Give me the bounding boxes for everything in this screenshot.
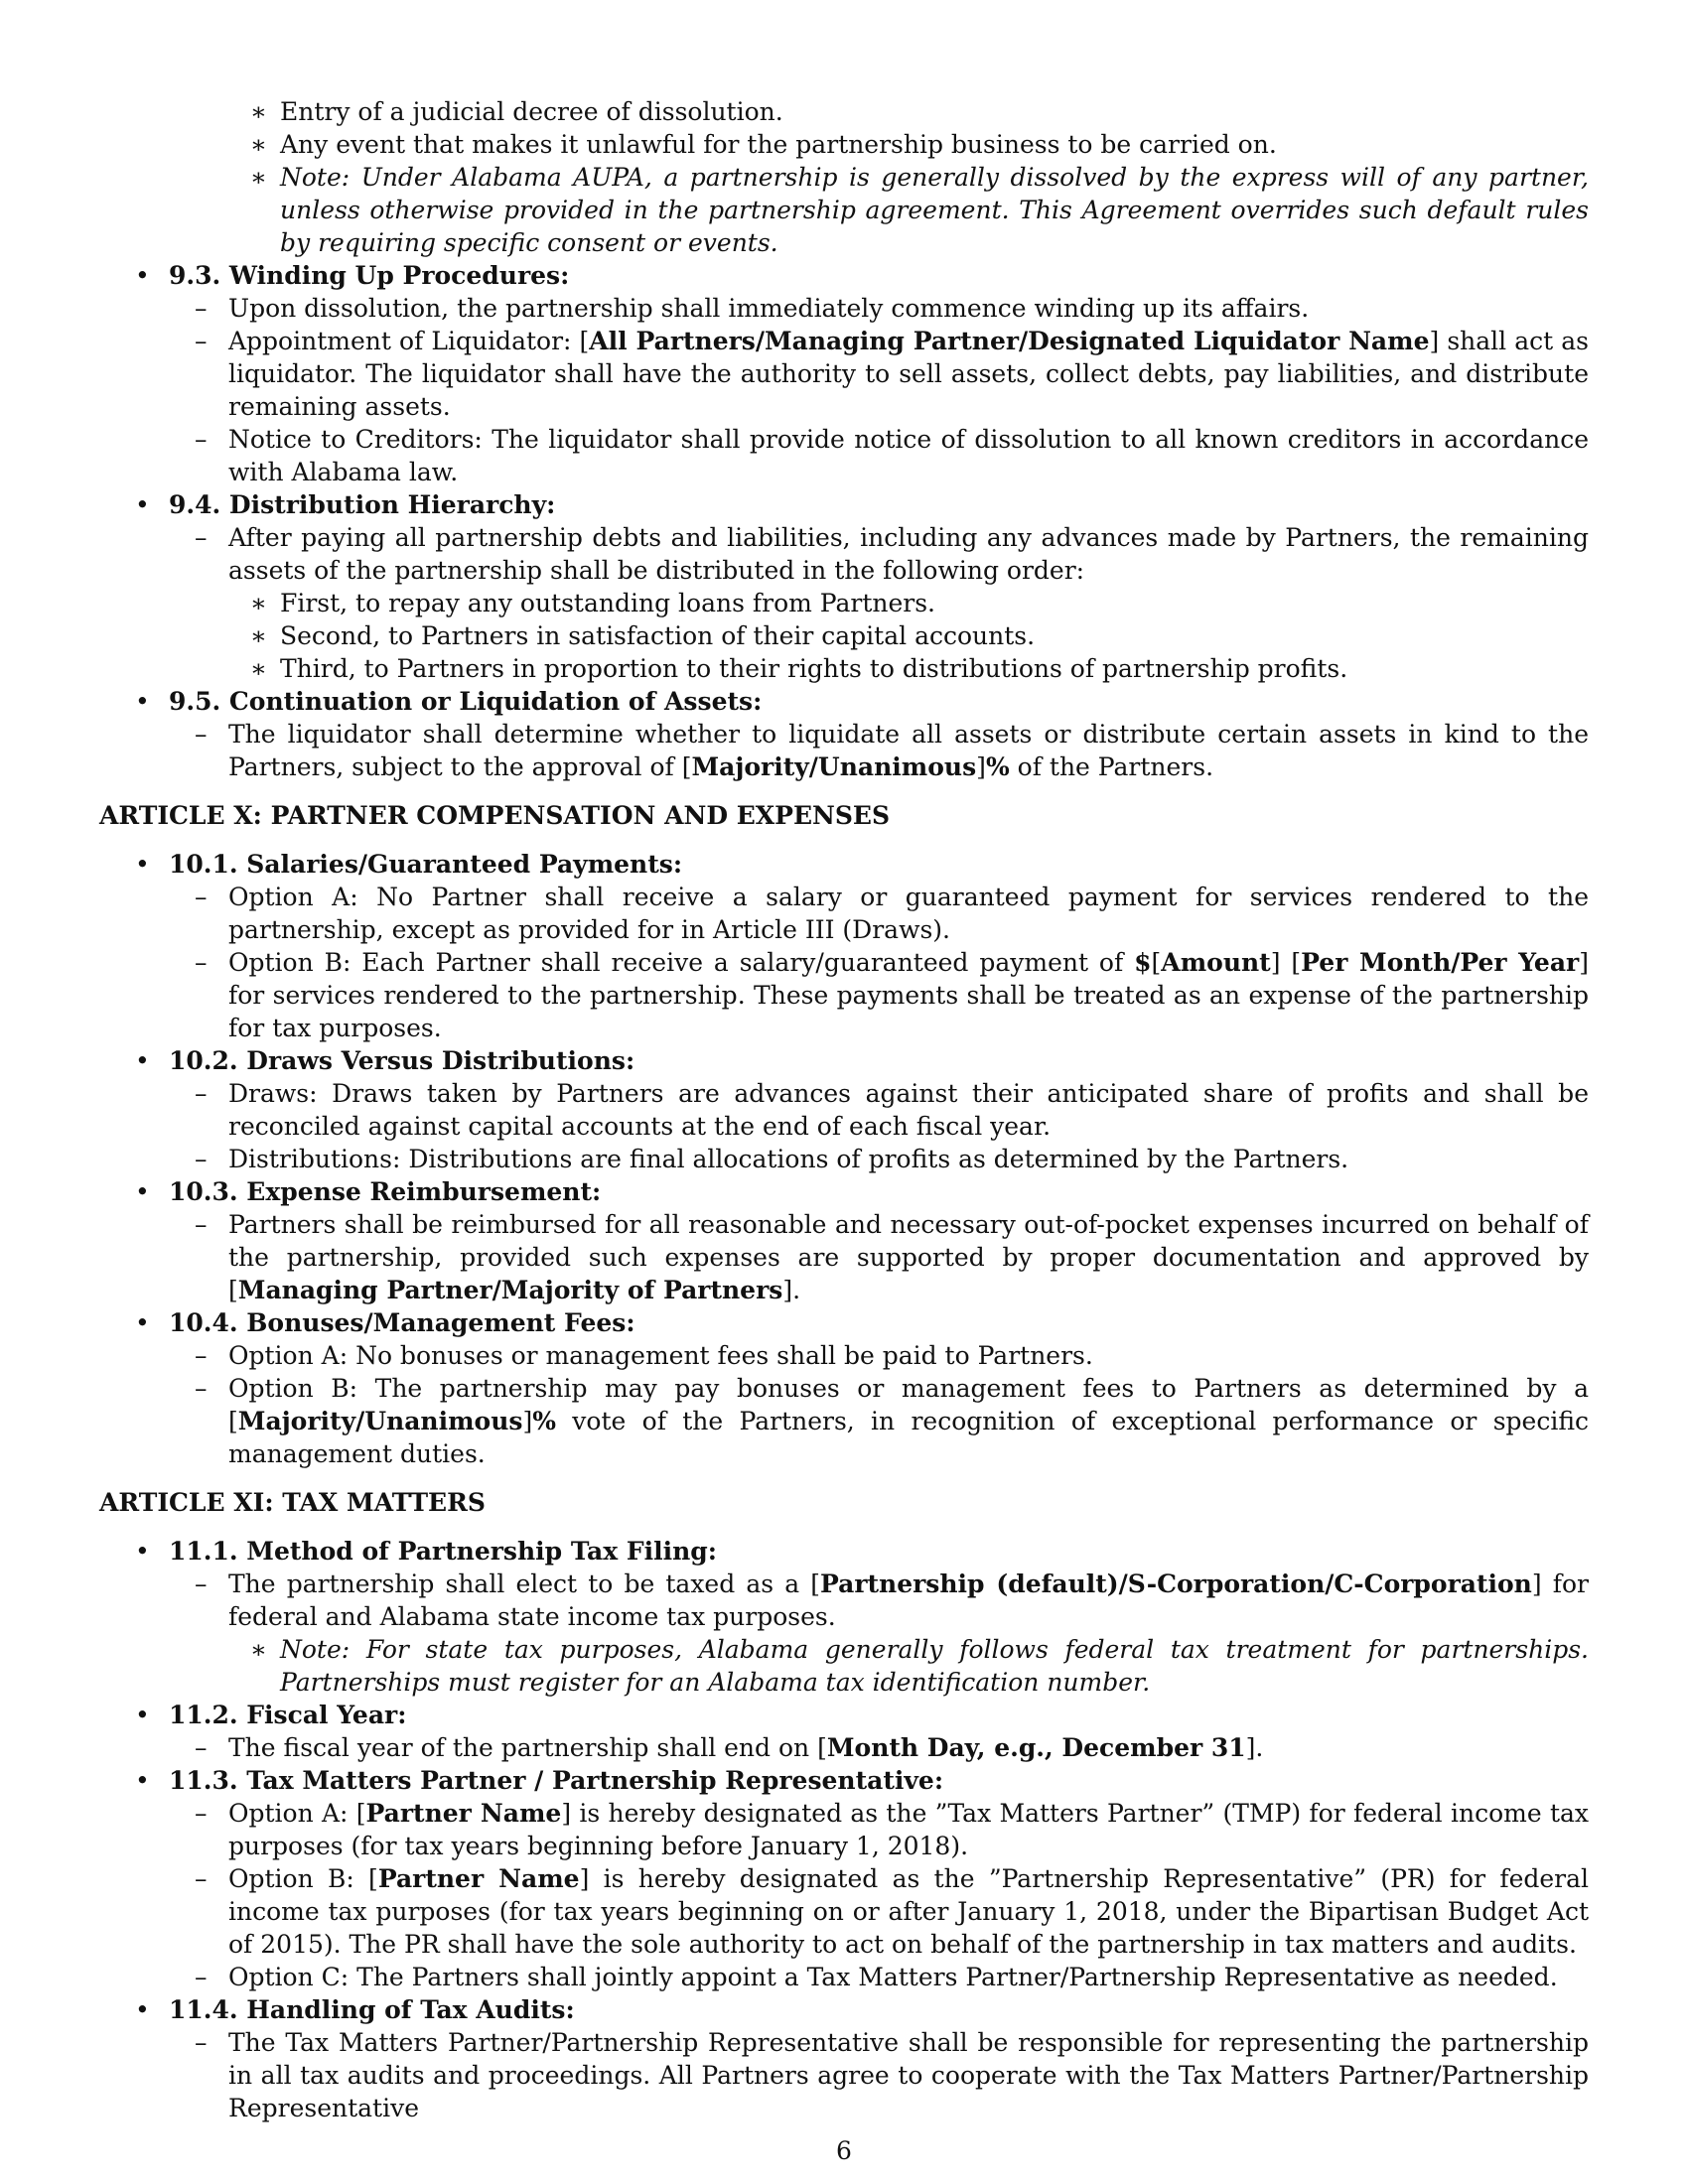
dash-bullet-icon: – (195, 1341, 208, 1370)
article-heading: ARTICLE XI: TAX MATTERS (99, 1488, 486, 1517)
page-number: 6 (836, 2136, 852, 2165)
section-10-1 (99, 848, 1589, 881)
list-item (99, 95, 1589, 128)
list-item-text: The Tax Matters Partner/Partnership Representative shall be responsible for representing the partnership in all tax audits and proceedings. All Partners agree to cooperate with the Tax Matters Partner/Partnership Representative (228, 2028, 1589, 2122)
note-item (99, 161, 1589, 259)
dash-bullet-icon: – (195, 1079, 208, 1108)
asterisk-bullet-icon: ∗ (250, 163, 267, 192)
dash-bullet-icon: – (195, 294, 208, 323)
section-10-4 (99, 1306, 1589, 1339)
list-item-text: Any event that makes it unlawful for the partnership business to be carried on. (280, 130, 1277, 159)
placeholder-field: Per Month/Per Year (1301, 948, 1580, 977)
dash-bullet-icon: – (195, 523, 208, 552)
dash-bullet-icon: – (195, 1733, 208, 1762)
list-item (99, 881, 1589, 946)
section-heading: 9.4. Distribution Hierarchy: (169, 490, 556, 519)
asterisk-bullet-icon: ∗ (250, 97, 267, 126)
list-item (99, 718, 1589, 783)
list-item (99, 1143, 1589, 1175)
text-run: The liquidator shall determine whether to liquidate all assets or distribute certain assets in kind to the Partners, subject to the approval of [ (228, 720, 1589, 781)
text-run: ]. (782, 1276, 801, 1304)
text-run: Partners shall be reimbursed for all reasonable and necessary out-of-pocket expenses incurred on behalf of the partnership, provided such expenses are supported by proper documentation and approved by [ (228, 1210, 1589, 1304)
note-text: Note: Under Alabama AUPA, a partnership is generally dissolved by the express will of any partner, unless otherwise provided in the partnership agreement. This Agreement overrides such default rules by requiring specific consent or events. (280, 163, 1589, 257)
bullet-icon: • (135, 261, 150, 290)
section-11-2 (99, 1699, 1589, 1731)
document-page (99, 95, 1589, 2124)
list-item (99, 292, 1589, 325)
bullet-icon: • (135, 1537, 150, 1566)
dash-bullet-icon: – (195, 1864, 208, 1893)
text-run: [ (1151, 948, 1162, 977)
list-item-text: Second, to Partners in satisfaction of their capital accounts. (280, 621, 1036, 650)
placeholder-field: All Partners/Managing Partner/Designated Liquidator Name (589, 327, 1430, 355)
list-item (99, 325, 1589, 423)
text-run: The fiscal year of the partnership shall end on [ (228, 1733, 827, 1762)
asterisk-bullet-icon: ∗ (250, 130, 267, 159)
section-heading: 9.3. Winding Up Procedures: (169, 261, 570, 290)
list-item (99, 619, 1589, 652)
section-heading: 10.1. Salaries/Guaranteed Payments: (169, 850, 683, 879)
list-item-text: Option A: No Partner shall receive a salary or guaranteed payment for services rendered to the partnership, except as provided for in Article III (Draws). (228, 883, 1589, 944)
list-item (99, 1961, 1589, 1993)
asterisk-bullet-icon: ∗ (250, 1635, 267, 1664)
section-heading: 11.4. Handling of Tax Audits: (169, 1995, 575, 2024)
list-item (99, 1077, 1589, 1143)
list-item (99, 1797, 1589, 1862)
dollar-sign: $ (1134, 948, 1152, 977)
text-run: Option A: [ (228, 1799, 366, 1828)
placeholder-field: Partner Name (377, 1864, 580, 1893)
list-item (99, 423, 1589, 488)
text-run: ] [ (1270, 948, 1302, 977)
list-item (99, 128, 1589, 161)
list-item-text: Upon dissolution, the partnership shall immediately commence winding up its affairs. (228, 294, 1310, 323)
dash-bullet-icon: – (195, 1210, 208, 1239)
placeholder-field: Amount (1161, 948, 1271, 977)
article-heading: ARTICLE X: PARTNER COMPENSATION AND EXPENSES (99, 801, 891, 830)
section-heading: 10.4. Bonuses/Management Fees: (169, 1308, 635, 1337)
bullet-icon: • (135, 1177, 150, 1206)
section-heading: 9.5. Continuation or Liquidation of Assets: (169, 687, 763, 716)
bullet-icon: • (135, 1046, 150, 1075)
list-item (99, 652, 1589, 685)
text-run: vote of the Partners, in recognition of exceptional performance or specific management duties. (228, 1407, 1589, 1468)
section-heading: 11.1. Method of Partnership Tax Filing: (169, 1537, 717, 1566)
list-item-text: Distributions: Distributions are final allocations of profits as determined by the Partners. (228, 1145, 1349, 1173)
dash-bullet-icon: – (195, 1374, 208, 1403)
placeholder-field: Partner Name (365, 1799, 562, 1828)
dash-bullet-icon: – (195, 2028, 208, 2057)
list-item (99, 587, 1589, 619)
text-run: ] shall act as liquidator. The liquidator shall have the authority to sell assets, collect debts, pay liabilities, and distribute remaining assets. (228, 327, 1590, 421)
list-item (99, 1339, 1589, 1372)
text-run: Option B: [ (228, 1864, 378, 1893)
section-heading: 10.3. Expense Reimbursement: (169, 1177, 602, 1206)
note-text: Note: For state tax purposes, Alabama generally follows federal tax treatment for partnerships. Partnerships must register for an Alabama tax identification number. (280, 1635, 1589, 1697)
text-run: The partnership shall elect to be taxed as a [ (228, 1570, 820, 1598)
list-item (99, 946, 1589, 1044)
dash-bullet-icon: – (195, 948, 208, 977)
list-item (99, 2026, 1589, 2124)
dash-bullet-icon: – (195, 883, 208, 911)
text-run: ] for services rendered to the partnership. These payments shall be treated as an expense of the partnership for tax purposes. (228, 948, 1589, 1042)
section-11-3 (99, 1764, 1589, 1797)
text-run: of the Partners. (1009, 752, 1214, 781)
bullet-icon: • (135, 687, 150, 716)
list-item (99, 1862, 1589, 1961)
placeholder-field: Majority/Unanimous (691, 752, 977, 781)
list-item-text: Notice to Creditors: The liquidator shall provide notice of dissolution to all known creditors in accordance with Alabama law. (228, 425, 1589, 486)
list-item-text: First, to repay any outstanding loans from Partners. (280, 589, 935, 617)
note-item (99, 1633, 1589, 1699)
list-item-text: Entry of a judicial decree of dissolution. (280, 97, 783, 126)
placeholder-field: Partnership (default)/S-Corporation/C-Corporation (820, 1570, 1532, 1598)
list-item-text: Third, to Partners in proportion to their rights to distributions of partnership profits. (280, 654, 1348, 683)
text-run: Option B: Each Partner shall receive a salary/guaranteed payment of (228, 948, 1135, 977)
percent-sign: % (532, 1407, 556, 1435)
section-9-3 (99, 259, 1589, 292)
dash-bullet-icon: – (195, 327, 208, 355)
text-run: ] (522, 1407, 533, 1435)
section-11-1 (99, 1535, 1589, 1568)
section-heading: 10.2. Draws Versus Distributions: (169, 1046, 635, 1075)
bullet-icon: • (135, 1995, 150, 2024)
list-item-text: Draws: Draws taken by Partners are advances against their anticipated share of profits and shall be reconciled against capital accounts at the end of each fiscal year. (228, 1079, 1589, 1141)
list-item (99, 1568, 1589, 1633)
dash-bullet-icon: – (195, 1570, 208, 1598)
bullet-icon: • (135, 1308, 150, 1337)
text-run: Appointment of Liquidator: [ (228, 327, 590, 355)
section-9-5 (99, 685, 1589, 718)
asterisk-bullet-icon: ∗ (250, 621, 267, 650)
text-run: ]. (1245, 1733, 1264, 1762)
placeholder-field: Managing Partner/Majority of Partners (237, 1276, 783, 1304)
list-item (99, 1208, 1589, 1306)
bullet-icon: • (135, 490, 150, 519)
bullet-icon: • (135, 1701, 150, 1729)
section-10-2 (99, 1044, 1589, 1077)
text-run: ] is hereby designated as the ”Tax Matters Partner” (TMP) for federal income tax purposes (for tax years beginning before January 1, 2018). (228, 1799, 1589, 1860)
text-run: ] (976, 752, 986, 781)
section-10-3 (99, 1175, 1589, 1208)
list-item (99, 521, 1589, 587)
bullet-icon: • (135, 1766, 150, 1795)
list-item (99, 1731, 1589, 1764)
list-item-text: Option A: No bonuses or management fees shall be paid to Partners. (228, 1341, 1093, 1370)
section-heading: 11.3. Tax Matters Partner / Partnership Representative: (169, 1766, 944, 1795)
section-heading: 11.2. Fiscal Year: (169, 1701, 407, 1729)
dash-bullet-icon: – (195, 1799, 208, 1828)
dash-bullet-icon: – (195, 1145, 208, 1173)
asterisk-bullet-icon: ∗ (250, 589, 267, 617)
dash-bullet-icon: – (195, 425, 208, 454)
list-item-text: After paying all partnership debts and liabilities, including any advances made by Partners, the remaining assets of the partnership shall be distributed in the following order: (228, 523, 1589, 585)
dash-bullet-icon: – (195, 1963, 208, 1991)
text-run: Option B: The partnership may pay bonuses or management fees to Partners as determined by a [ (228, 1374, 1589, 1435)
dash-bullet-icon: – (195, 720, 208, 749)
section-9-4 (99, 488, 1589, 521)
list-item-text: Option C: The Partners shall jointly appoint a Tax Matters Partner/Partnership Representative as needed. (228, 1963, 1558, 1991)
asterisk-bullet-icon: ∗ (250, 654, 267, 683)
percent-sign: % (985, 752, 1010, 781)
text-run: ] is hereby designated as the ”Partnership Representative” (PR) for federal income tax purposes (for tax years beginning on or after January 1, 2018, under the Bipartisan Budget Act of 2015). The PR shall have the sole authority to act on behalf of the partnership in tax matters and audits. (228, 1864, 1590, 1959)
bullet-icon: • (135, 850, 150, 879)
placeholder-field: Majority/Unanimous (237, 1407, 523, 1435)
placeholder-field: Month Day, e.g., December 31 (826, 1733, 1246, 1762)
section-11-4 (99, 1993, 1589, 2026)
list-item (99, 1372, 1589, 1470)
text-run: ] for federal and Alabama state income tax purposes. (228, 1570, 1589, 1631)
